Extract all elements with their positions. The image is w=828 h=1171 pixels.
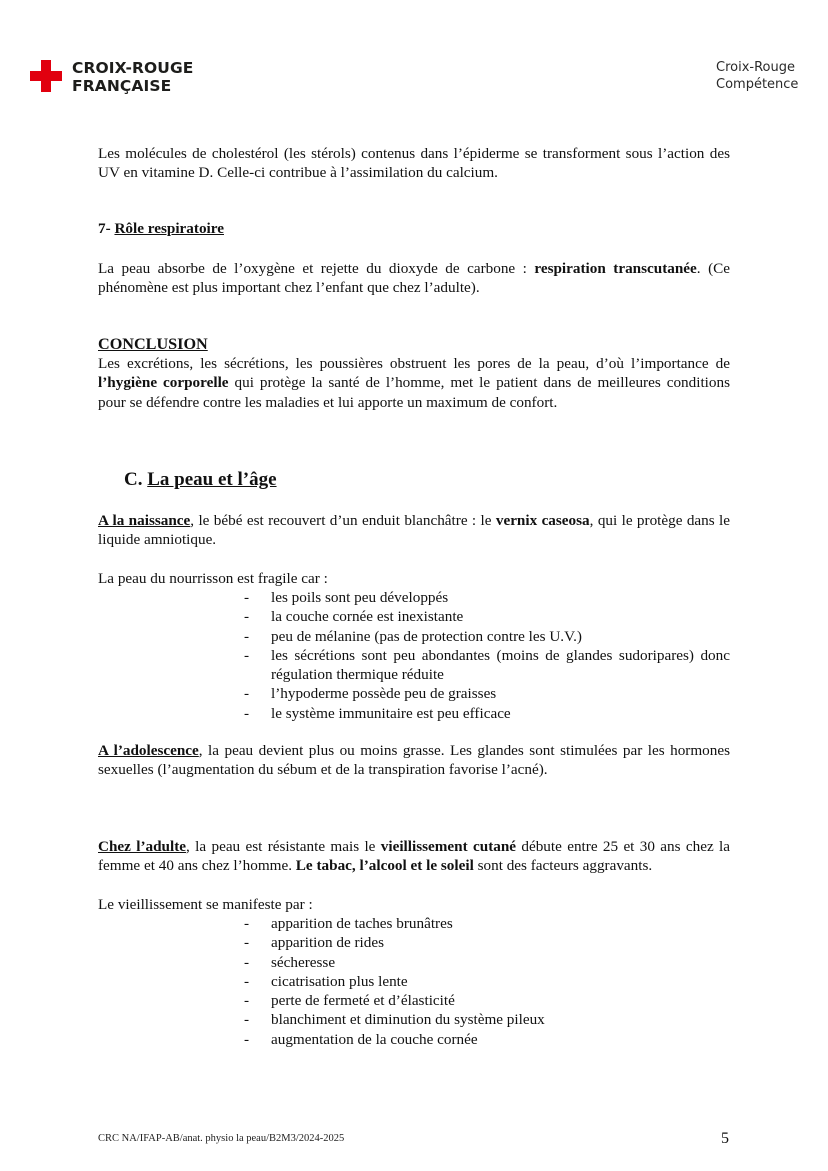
text: , la peau est résistante mais le [186, 838, 381, 855]
logo-line-2: FRANÇAISE [72, 77, 172, 95]
conclusion-heading: CONCLUSION [98, 335, 208, 353]
text: sont des facteurs aggravants. [473, 857, 653, 875]
section-7-paragraph [98, 259, 730, 298]
logo-line-1: CROIX-ROUGE [72, 59, 194, 77]
list-item [244, 953, 730, 972]
text: Les excrétions, les sécrétions, les poussières obstruent les pores de la peau, d’où l’importance de [98, 355, 730, 372]
item-text: la couche cornée est inexistante [271, 608, 464, 626]
list-item [244, 991, 730, 1010]
item-text: perte de fermeté et d’élasticité [271, 992, 455, 1010]
list-item [244, 627, 730, 646]
page-number: 5 [721, 1130, 729, 1147]
dash: - [244, 704, 250, 722]
section-c-heading [124, 469, 277, 491]
item-text: le système immunitaire est peu efficace [271, 704, 511, 722]
nourrisson-intro: La peau du nourrisson est fragile car : [98, 570, 328, 587]
section-c-title: La peau et l’âge [147, 469, 277, 490]
text: débute entre 25 et 30 ans chez la femme et 40 ans chez l’homme. [98, 838, 730, 875]
vieillissement-list [244, 914, 730, 1049]
text: , la peau devient plus ou moins grasse. Les glandes sont stimulées par les hormones sexuelles (l’augmentation du sébum et de la transpiration favorise l’acné). [98, 742, 730, 779]
dash: - [244, 953, 250, 971]
header-right-label [716, 59, 798, 93]
dash: - [244, 627, 250, 645]
item-text: l’hypoderme possède peu de graisses [271, 685, 497, 703]
dash: - [244, 992, 250, 1010]
item-text: sécheresse [271, 953, 336, 971]
list-item [244, 1030, 730, 1049]
list-item [244, 1010, 730, 1029]
item-text: les sécrétions sont peu abondantes (moins de glandes sudoripares) donc régulation thermique réduite [271, 646, 730, 684]
section-7-title: Rôle respiratoire [114, 220, 224, 237]
text: , qui le protège dans le liquide amniotique. [98, 512, 731, 549]
dash: - [244, 589, 250, 606]
dash: - [244, 915, 250, 932]
red-cross-logo-icon [30, 60, 62, 92]
list-item [244, 972, 730, 991]
list-item [244, 914, 730, 933]
text: La peau absorbe de l’oxygène et rejette du dioxyde de carbone : [98, 260, 535, 277]
bold-term: vieillissement cutané [380, 838, 517, 855]
dash: - [244, 972, 250, 990]
list-item [244, 684, 730, 703]
adolescence-paragraph [98, 741, 730, 780]
adulte-paragraph [98, 837, 730, 876]
list-item [244, 588, 730, 607]
intro-paragraph: Les molécules de cholestérol (les stérols) contenus dans l’épiderme se transforment sous l’action des UV en vitamine D. Celle-ci contribue à l’assimilation du calcium. [98, 145, 730, 182]
bold-term: vernix caseosa [495, 512, 590, 529]
section-c-letter: C. [124, 469, 148, 490]
footer-reference: CRC NA/IFAP-AB/anat. physio la peau/B2M3/2024-2025 [98, 1133, 345, 1144]
dash: - [244, 1011, 250, 1029]
list-item [244, 607, 730, 626]
lead-term: A l’adolescence [98, 742, 199, 759]
logo-text [72, 59, 193, 95]
item-text: peu de mélanine (pas de protection contre les U.V.) [271, 627, 582, 645]
lead-term: Chez l’adulte [98, 838, 187, 855]
list-item [244, 646, 730, 685]
nourrisson-list [244, 588, 730, 723]
section-7-number: 7- [98, 220, 115, 237]
dash: - [244, 646, 250, 664]
conclusion-paragraph [98, 354, 730, 412]
header-right-line-2: Compétence [716, 77, 799, 92]
lead-term: A la naissance [98, 512, 191, 529]
dash: - [244, 685, 250, 703]
section-7-heading [98, 220, 224, 238]
dash: - [244, 608, 250, 626]
naissance-paragraph [98, 511, 730, 550]
text: . (Ce phénomène est plus important chez l’enfant que chez l’adulte). [98, 260, 730, 297]
vieillissement-intro: Le vieillissement se manifeste par : [98, 896, 313, 913]
bold-term: Le tabac, l’alcool et le soleil [295, 857, 474, 875]
item-text: blanchiment et diminution du système pileux [271, 1011, 545, 1029]
item-text: cicatrisation plus lente [271, 972, 408, 990]
item-text: apparition de rides [271, 934, 385, 952]
item-text: apparition de taches brunâtres [271, 915, 453, 932]
text: , le bébé est recouvert d’un enduit blanchâtre : le [190, 512, 496, 529]
item-text: augmentation de la couche cornée [271, 1030, 478, 1048]
text: qui protège la santé de l’homme, met le patient dans de meilleures conditions pour se défendre contre les maladies et lui apporte un maximum de confort. [98, 374, 731, 411]
dash: - [244, 934, 250, 952]
item-text: les poils sont peu développés [271, 589, 449, 606]
list-item [244, 704, 730, 723]
list-item [244, 933, 730, 952]
header-right-line-1: Croix-Rouge [716, 60, 795, 75]
bold-term: l’hygiène corporelle [98, 374, 229, 392]
bold-term: respiration transcutanée [534, 260, 697, 277]
dash: - [244, 1030, 250, 1048]
